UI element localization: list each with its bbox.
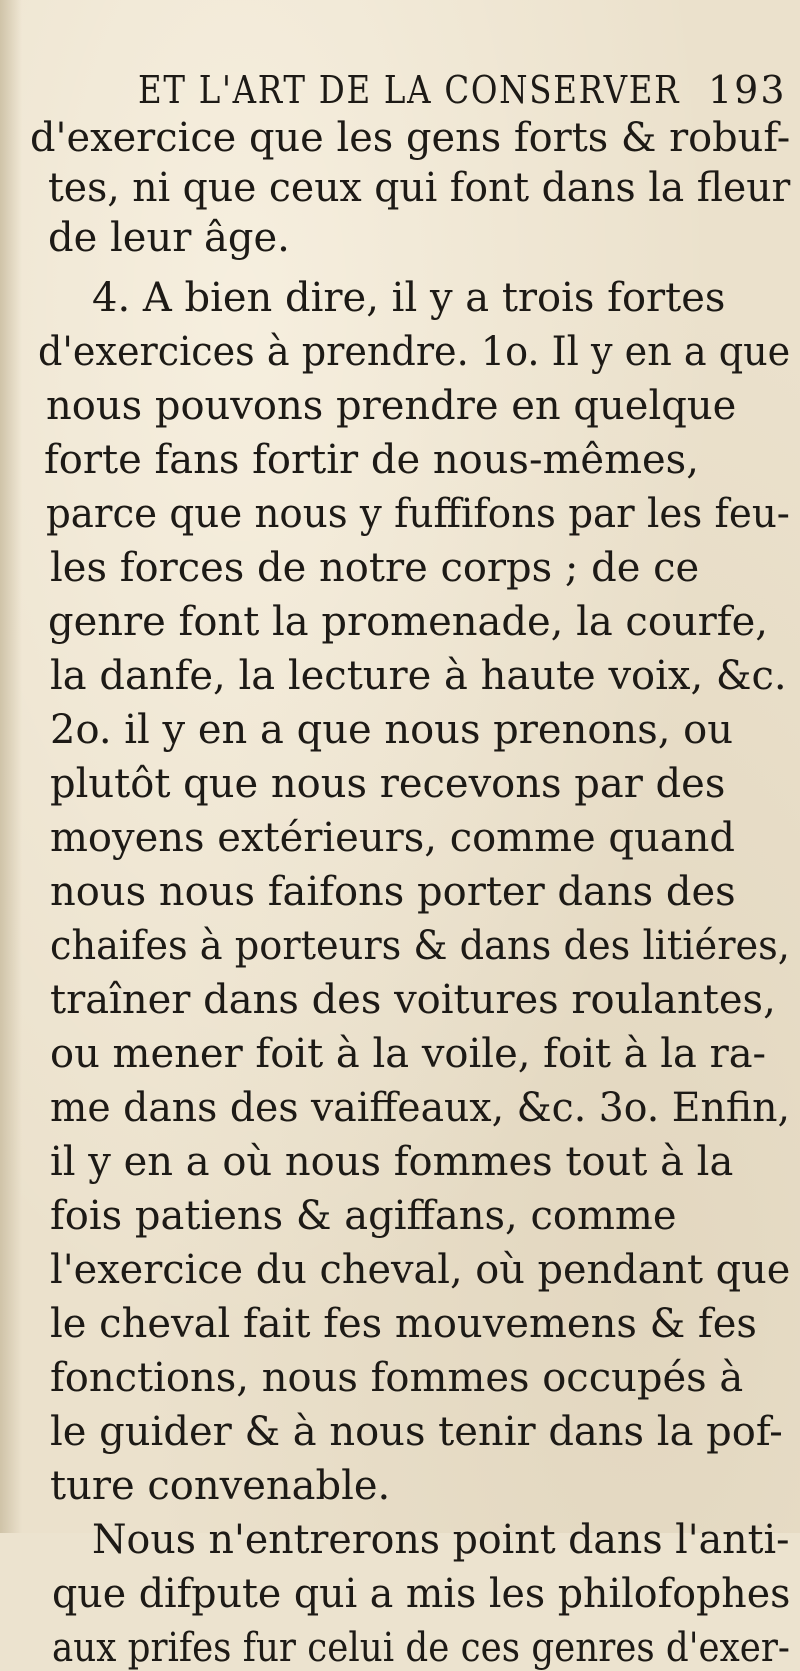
text-line: nous pouvons prendre en quelque [46, 383, 737, 429]
text-line: d'exercice que les gens forts & robuf- [30, 115, 791, 161]
text-line: parce que nous y fuffifons par les feu- [46, 491, 790, 537]
text-line: aux prifes fur celui de ces genres d'exer- [52, 1625, 790, 1671]
running-head-title: ET L'ART DE LA CONSERVER [138, 68, 681, 112]
text-line: me dans des vaiffeaux, &c. 3o. Enfin, [50, 1085, 790, 1131]
text-line: l'exercice du cheval, où pendant que [50, 1247, 791, 1293]
text-line: tes, ni que ceux qui font dans la fleur [48, 165, 791, 211]
text-line: genre font la promenade, la courfe, [48, 599, 768, 645]
text-line: ture convenable. [50, 1463, 391, 1509]
text-line: plutôt que nous recevons par des [50, 761, 726, 807]
text-line: fois patiens & agiffans, comme [50, 1193, 677, 1239]
text-line: la danfe, la lecture à haute voix, &c. [50, 653, 787, 699]
text-line: d'exercices à prendre. 1o. Il y en a que [38, 329, 791, 375]
text-line: ou mener foit à la voile, foit à la ra- [50, 1031, 767, 1077]
text-line: forte fans fortir de nous-mêmes, [44, 437, 699, 483]
text-line: 4. A bien dire, il y a trois fortes [92, 275, 726, 321]
text-line: Nous n'entrerons point dans l'anti- [92, 1517, 790, 1563]
page-gutter-shadow [0, 0, 22, 1533]
text-line: il y en a où nous fommes tout à la [50, 1139, 734, 1185]
text-line: le guider & à nous tenir dans la pof- [50, 1409, 783, 1455]
text-line: de leur âge. [48, 215, 290, 261]
text-line: 2o. il y en a que nous prenons, ou [50, 707, 733, 753]
page-number: 193 [708, 68, 787, 112]
text-line: que difpute qui a mis les philofophes [52, 1571, 791, 1617]
text-line: moyens extérieurs, comme quand [50, 815, 735, 861]
text-line: chaifes à porteurs & dans des litiéres, [50, 923, 790, 969]
text-line: traîner dans des voitures roulantes, [50, 977, 776, 1023]
text-line: nous nous faifons porter dans des [50, 869, 736, 915]
text-line: le cheval fait fes mouvemens & fes [50, 1301, 757, 1347]
text-line: les forces de notre corps ; de ce [50, 545, 700, 591]
text-line: fonctions, nous fommes occupés à [50, 1355, 744, 1401]
